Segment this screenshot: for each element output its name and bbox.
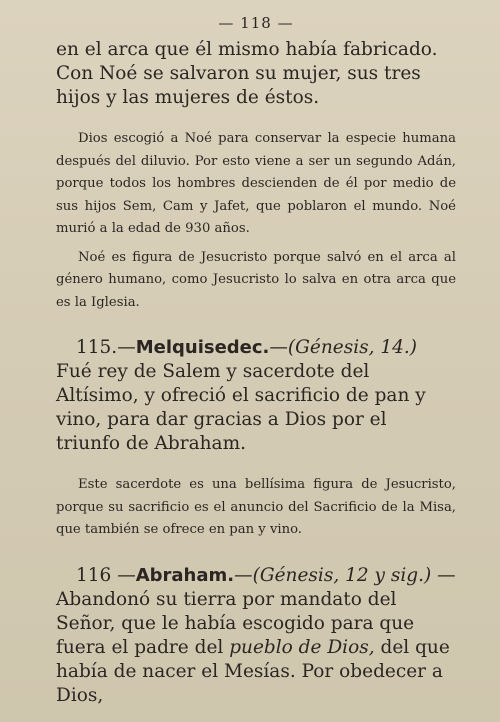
- entry-116-text-before: —Abandonó su tierra por mandato del Señor, que le había escogido para que fuera el padre del: [56, 564, 456, 658]
- entry-116: [56, 564, 456, 708]
- entry-115-number: 115.—: [76, 337, 136, 358]
- entry-115: [56, 336, 456, 456]
- intro-line-1: en el arca que él mismo había fabricado.: [56, 39, 438, 60]
- entry-116-emphasis: pueblo de Dios,: [229, 636, 375, 658]
- entry-116-dash: —: [234, 564, 253, 586]
- note-melquisedec: Este sacerdote es una bellísima figura de Jesucristo, porque su sacrificio es el anuncio del Sacrificio de la Misa, que también se ofrece en pan y vino.: [56, 477, 456, 537]
- intro-line-3: hijos y las mujeres de éstos.: [56, 87, 320, 108]
- entry-115-reference: (Génesis, 14.): [287, 337, 418, 358]
- entry-116-text-after: del que había de nacer el Mesías. Por obedecer a Dios,: [56, 636, 450, 706]
- intro-line-2: Con Noé se salvaron su mujer, sus tres: [56, 63, 421, 84]
- entry-115-text: Fué rey de Salem y sacerdote del Altísimo, y ofreció el sacrificio de pan y vino, para dar gracias a Dios por el triunfo de Abraham.: [56, 361, 426, 454]
- note-noe-diluvio: Dios escogió a Noé para conservar la especie humana después del diluvio. Por esto viene a ser un segundo Adán, porque todos los hombres descienden de él por medio de sus hijos Sem, Cam y Jafet, que poblaron el mundo. Noé murió a la edad de 930 años.: [56, 131, 456, 236]
- entry-116-number: 116 —: [76, 564, 136, 586]
- entry-116-reference: (Génesis, 12 y sig.): [252, 564, 432, 586]
- intro-paragraph: [56, 38, 456, 110]
- entry-115-dash: —: [269, 337, 288, 358]
- page-number: — 118 —: [218, 14, 294, 32]
- note-noe-figura: Noé es figura de Jesucristo porque salvó en el arca al género humano, como Jesucristo lo salva en otra arca que es la Iglesia.: [56, 249, 456, 310]
- entry-115-title: Melquisedec.: [135, 337, 270, 358]
- entry-116-title: Abraham.: [135, 564, 235, 586]
